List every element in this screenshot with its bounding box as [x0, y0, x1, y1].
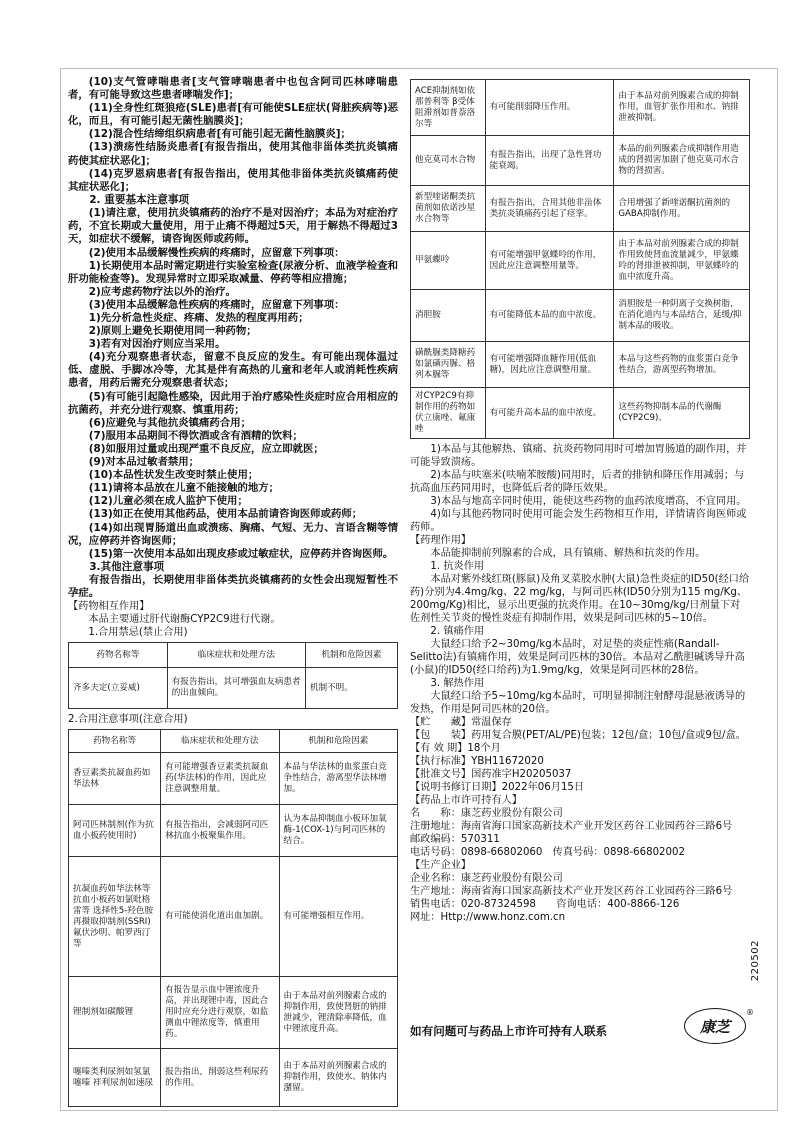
- table-cell: 由于本品对前列腺素合成的抑制作用，致使肾脏的钠排泄减少，锂清除率降低，血中锂浓度升高。: [279, 977, 397, 1049]
- table-cell: 本品的前列腺素合成抑制作用造成的肾损害加剧了他克莫司水合物的肾损害。: [614, 136, 750, 186]
- left-column: [68, 76, 398, 1111]
- table-row: [69, 753, 398, 805]
- caution-combination-table: [68, 729, 398, 1107]
- interaction-note: 1)本品与其他解热、镇痛、抗炎药物同用时可增加胃肠道的副作用，并可能导致溃疡。: [410, 444, 747, 468]
- table-cell: 齐多夫定(立妥威): [69, 668, 168, 709]
- brand-logo: [684, 1008, 746, 1044]
- caution-item: (15)第一次使用本品如出现皮疹或过敏症状，应停药并咨询医师。: [88, 547, 394, 560]
- caution-item: (12)儿童必须在成人监护下使用；: [88, 495, 248, 508]
- table-header: 临床症状和处理方法: [167, 643, 305, 668]
- caution-item: 2)原则上避免长期使用同一种药物；: [88, 325, 257, 338]
- caution-item: (8)如服用过量或出现严重不良反应，应立即就医；: [88, 442, 324, 455]
- contraindication-item: (13)溃疡性结肠炎患者[有报告指出，使用其他非甾体类抗炎镇痛药使其症状恶化]；: [68, 141, 398, 167]
- interaction-note: 2)本品与呋塞米(呋喃苯胺酸)同用时，后者的排钠和降压作用减弱；与抗高血压药同用时，也降低后者的降压效果。: [410, 470, 745, 494]
- pharmacology-text: 本品对紫外线红斑(豚鼠)及角叉菜胶水肿(大鼠)急性炎症的ID50(经口给药)分别为4.4mg/kg、22 mg/kg，与阿司匹林(ID50分别为115 mg/Kg、200mg/Kg)相比，显示出更强的抗炎作用。在10~30mg/kg/日剂量下对佐剂性关节炎的慢性炎症有抑制作用，效果是阿司匹林的5~10倍。: [410, 574, 750, 624]
- website: 网址：Http://www.honz.com.cn: [410, 912, 566, 923]
- contraindication-item: (12)混合性结缔组织病患者[有可能引起无菌性脑膜炎]；: [88, 128, 351, 141]
- table-cell: 阿司匹林制剂(作为抗血小板药使用时): [69, 805, 161, 857]
- table-cell: 有报告显示血中锂浓度升高，并出现锂中毒，因此合用时应充分进行观察，如监测血中锂浓度等，慎重用药。: [161, 977, 279, 1049]
- mah-name: 名 称：康芝药业股份有限公司: [410, 808, 563, 819]
- contact-line: 如有问题可与药品上市许可持有人联系: [410, 1024, 608, 1038]
- pharmacology-text: 大鼠经口给予2~30mg/kg本品时，对足垫的炎症性痛(Randall-Selitto法)有镇痛作用，效果是阿司匹林的30倍。本品对乙酰胆碱诱导升高(小鼠)的ID50(经口给药)为1.9mg/kg，效果是阿司匹林的28倍。: [410, 639, 745, 676]
- caution-item: (3)使用本品缓解急性疾病的疼痛时，应留意下列事项：: [88, 298, 345, 311]
- table-cell: ACE抑制剂如依那普利等 β受体阻滞剂如普萘洛尔等: [411, 80, 486, 136]
- table-header-row: [69, 643, 398, 668]
- caution-item: 2)应考虑药物疗法以外的治疗。: [88, 285, 236, 298]
- table-cell: 报告指出，削弱这些利尿药的作用。: [161, 1049, 279, 1107]
- pharmacology-subtitle: 1. 抗炎作用: [430, 561, 485, 572]
- table-row: [411, 388, 750, 439]
- table-cell: 有可能升高本品的血中浓度。: [485, 388, 614, 439]
- producer-address: 生产地址：海南省海口国家高新技术产业开发区药谷工业园药谷三路6号: [410, 886, 733, 897]
- table-row: [69, 805, 398, 857]
- table-cell: 抗凝血药如华法林等 抗血小板药如氯吡格雷等 选择性5-羟色胺再摄取抑制剂(SSRI)氟伏沙明、帕罗西汀等: [69, 857, 161, 977]
- mah-address: 注册地址：海南省海口国家高新技术产业开发区药谷工业园药谷三路6号: [410, 821, 733, 832]
- table-cell: 有报告指出，其可增强血友病患者的出血倾向。: [167, 668, 305, 709]
- producer-title: 【生产企业】: [410, 860, 472, 871]
- table-cell: 新型喹诺酮类抗菌剂如依诺沙星水合物等: [411, 186, 486, 232]
- pharmacology-subtitle: 2. 镇痛作用: [430, 626, 485, 637]
- package: 【包 装】药用复合膜(PET/AL/PE)包装；12包/盒；10包/盒或9包/盒。: [410, 730, 746, 741]
- contraindicated-combination-table: [68, 642, 398, 709]
- table-cell: 香豆素类抗凝血药如华法林: [69, 753, 161, 805]
- table-cell: 认为本品抑制血小板环加氧酶-1(COX-1)与阿司匹林的结合。: [279, 805, 397, 857]
- table-cell: 有可能削弱降压作用。: [485, 80, 614, 136]
- table-cell: 由于本品对前列腺素合成的抑制作用，血管扩张作用和水、钠排泄被抑制。: [614, 80, 750, 136]
- table-header: 临床症状和处理方法: [161, 730, 279, 753]
- table-row: [69, 1049, 398, 1107]
- caution-item: (13)如正在使用其他药品，使用本品前请咨询医师或药师；: [88, 508, 363, 521]
- table-cell: 机制不明。: [305, 668, 397, 709]
- table-cell: 消胆胺是一种阴离子交换树脂，在消化道内与本品结合，延缓/抑制本品的吸收。: [614, 290, 750, 342]
- table-cell: 有报告指出，合用其他非甾体类抗炎镇痛药引起了痉挛。: [485, 186, 614, 232]
- caution-item: 1)先分析急性炎症、疼痛、发热的程度再用药；: [88, 312, 309, 324]
- contraindication-item: (10)支气管哮喘患者[支气管哮喘患者中也包含阿司匹林哮喘患者，有可能导致这些患者哮喘发作]；: [68, 76, 398, 102]
- pharmacology-intro: 本品能抑制前列腺素的合成，具有镇痛、解热和抗炎的作用。: [430, 548, 706, 559]
- table-row: [411, 80, 750, 136]
- table-cell: 噻嗪类利尿剂如氢氯噻嗪 袢利尿剂如速尿: [69, 1049, 161, 1107]
- caution-item: 3)若有对因治疗则应当采用。: [88, 338, 226, 351]
- table-cell: 有报告指出，出现了急性肾功能衰竭。: [485, 136, 614, 186]
- table-row: [411, 342, 750, 388]
- table-row: [411, 232, 750, 290]
- table-cell: 有可能增强香豆素类抗凝血药(华法林)的作用，因此应注意调整用量。: [161, 753, 279, 805]
- mah-postcode: 邮政编码：570311: [410, 834, 500, 845]
- caution-item: (4)充分观察患者状态，留意不良反应的发生。有可能出现体温过低、虚脱、手脚冰冷等，尤其是伴有高热的儿童和老年人或消耗性疾病患者，用药后需充分观察患者状态；: [68, 351, 398, 390]
- pharmacology-subtitle: 3. 解热作用: [430, 678, 485, 689]
- storage: 【贮 藏】常温保存: [410, 717, 512, 728]
- table-header: 药物名称等: [69, 643, 168, 668]
- table-header: 机制和危险因素: [305, 643, 397, 668]
- table-cell: 由于本品对前列腺素合成的抑制作用致使肾血流量减少，甲氨蝶呤的肾排泄被抑制，甲氨蝶呤的血中浓度升高。: [614, 232, 750, 290]
- table-header-row: [69, 730, 398, 753]
- table-header: 药物名称等: [69, 730, 161, 753]
- contraindication-item: (14)克罗恩病患者[有报告指出，使用其他非甾体类抗炎镇痛药使其症状恶化]；: [68, 167, 398, 193]
- table-row: [411, 186, 750, 232]
- validity: 【有 效 期】18个月: [410, 743, 501, 754]
- other-caution-text: 有报告指出，长期使用非甾体类抗炎镇痛药的女性会出现短暂性不孕症。: [68, 574, 398, 600]
- caution-item: (9)对本品过敏者禁用；: [88, 456, 200, 469]
- table-row: [69, 977, 398, 1049]
- table-row: [69, 857, 398, 977]
- interaction-title: 【药物相互作用】: [68, 601, 150, 613]
- pharmacology-text: 大鼠经口给予5~10mg/kg本品时，可明显抑制注射酵母混悬液诱导的发热，作用是阿司匹林的20倍。: [410, 691, 746, 715]
- caution-item: (6)应避免与其他抗炎镇痛药合用；: [88, 416, 251, 429]
- section-title: 2. 重要基本注意事项: [89, 193, 190, 206]
- producer-phone: 销售电话：020-87324598 咨询电话：400-8866-126: [410, 899, 680, 910]
- caution-item: (11)请将本品放在儿童不能接触的地方；: [88, 482, 280, 495]
- caution-combination-title: 2.合用注意事项(注意合用): [68, 714, 188, 726]
- mah-title: 【药品上市许可持有人】: [410, 795, 523, 806]
- table-cell: 有可能降低本品的血中浓度。: [485, 290, 614, 342]
- right-column: [410, 76, 750, 924]
- side-code: 220502: [750, 940, 761, 982]
- contraindication-item: (11)全身性红斑狼疮(SLE)患者[有可能使SLE症状(肾脏疾病等)恶化，而且，有可能引起无菌性脑膜炎]；: [68, 102, 398, 128]
- approval-number: 【批准文号】国药准字H20205037: [410, 769, 572, 780]
- table-cell: 对CYP2C9有抑制作用的药物如伏立康唑、氟康唑: [411, 388, 486, 439]
- table-cell: 由于本品对前列腺素合成的抑制作用，致使水、钠体内潴留。: [279, 1049, 397, 1107]
- table-header: 机制和危险因素: [279, 730, 397, 753]
- table-cell: 有报告指出，会减弱阿司匹林抗血小板聚集作用。: [161, 805, 279, 857]
- caution-item: (1)请注意，使用抗炎镇痛药的治疗不是对因治疗；本品为对症治疗药，不宜长期或大量使用，用于止痛不得超过5天，用于解热不得超过3天，如症状不缓解，请咨询医师或药师。: [68, 207, 398, 246]
- mah-phone: 电话号码：0898-66802060 传真号码：0898-66802002: [410, 847, 685, 858]
- table-row: [411, 290, 750, 342]
- registered-mark: ®: [746, 1008, 754, 1017]
- table-row: [69, 668, 398, 709]
- table-cell: 本品与华法林的血浆蛋白竞争性结合，游离型华法林增加。: [279, 753, 397, 805]
- table-cell: 这些药物抑制本品的代谢酶(CYP2C9)。: [614, 388, 750, 439]
- brand-logo-text: 康芝: [699, 1017, 730, 1036]
- ban-title: 1.合用禁忌(禁止合用): [88, 627, 188, 639]
- table-cell: 磺酰脲类降糖药如氯磺丙脲、格列本脲等: [411, 342, 486, 388]
- caution-item: (7)服用本品期间不得饮酒或含有酒精的饮料；: [88, 429, 303, 442]
- caution-item: (10)本品性状发生改变时禁止使用；: [88, 469, 259, 482]
- table-cell: 锂制剂如碳酸锂: [69, 977, 161, 1049]
- caution-item: (14)如出现胃肠道出血或溃疡、胸痛、气短、无力、言语含糊等情况，应停药并咨询医师；: [68, 521, 398, 547]
- revision-date: 【说明书修订日期】2022年06月15日: [410, 782, 585, 793]
- caution-item: 1)长期使用本品时需定期进行实验室检查(尿液分析、血液学检查和肝功能检查等)。发现异常时立即采取减量、停药等相应措施；: [68, 259, 398, 285]
- table-cell: 有可能增强相互作用。: [279, 857, 397, 977]
- interaction-table-continued: [410, 79, 750, 439]
- table-row: [411, 136, 750, 186]
- table-cell: 甲氨蝶呤: [411, 232, 486, 290]
- producer-name: 企业名称：康芝药业股份有限公司: [410, 873, 563, 884]
- table-cell: 合用增强了新喹诺酮抗菌剂的GABA抑制作用。: [614, 186, 750, 232]
- caution-item: (2)使用本品缓解慢性疾病的疼痛时，应留意下列事项：: [88, 246, 345, 259]
- table-cell: 本品与这些药物的血浆蛋白竞争性结合，游离型药物增加。: [614, 342, 750, 388]
- standard: 【执行标准】YBH11672020: [410, 756, 544, 767]
- interaction-intro: 本品主要通过肝代谢酶CYP2C9进行代谢。: [88, 614, 281, 626]
- table-cell: 有可能增强降血糖作用(低血糖)，因此应注意调整用量。: [485, 342, 614, 388]
- caution-item: (5)有可能引起隐性感染，因此用于治疗感染性炎症时应合用相应的抗菌药，并充分进行观察、慎重用药；: [68, 390, 398, 416]
- table-cell: 有可能使消化道出血加剧。: [161, 857, 279, 977]
- interaction-note: 4)如与其他药物同时使用可能会发生药物相互作用，详情请咨询医师或药师。: [410, 509, 747, 533]
- pharmacology-title: 【药理作用】: [410, 535, 472, 546]
- table-cell: 消胆胺: [411, 290, 486, 342]
- section-title: 3.其他注意事项: [89, 560, 165, 573]
- table-cell: 有可能增强甲氨蝶呤的作用，因此应注意调整用量等。: [485, 232, 614, 290]
- table-cell: 他克莫司水合物: [411, 136, 486, 186]
- interaction-note: 3)本品与地高辛同时使用，能使这些药物的血药浓度增高，不宜同用。: [430, 496, 747, 507]
